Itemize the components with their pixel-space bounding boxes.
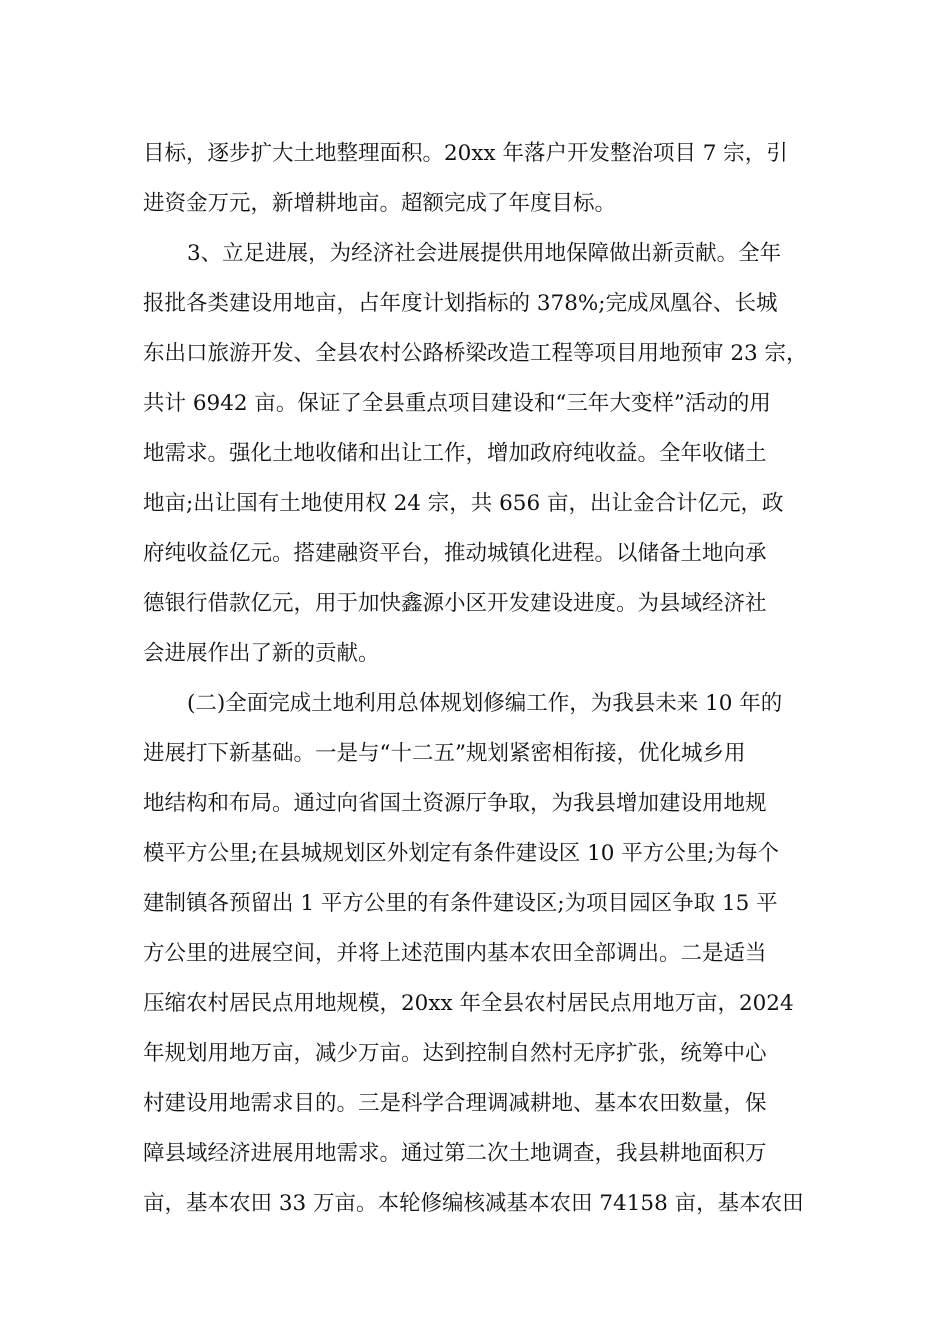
text-line: 压缩农村居民点用地规模，20xx 年全县农村居民点用地万亩，2024 xyxy=(143,991,794,1016)
text-line: 障县域经济进展用地需求。通过第二次土地调查，我县耕地面积万 xyxy=(143,1141,767,1166)
text-line: 东出口旅游开发、全县农村公路桥梁改造工程等项目用地预审 23 宗， xyxy=(143,341,808,366)
text-line: 建制镇各预留出 1 平方公里的有条件建设区;为项目园区争取 15 平 xyxy=(143,891,778,916)
text-line: 共计 6942 亩。保证了全县重点项目建设和“三年大变样”活动的用 xyxy=(143,391,771,416)
text-line: 进资金万元，新增耕地亩。超额完成了年度目标。 xyxy=(143,191,617,216)
text-line: 目标，逐步扩大土地整理面积。20xx 年落户开发整治项目 7 宗，引 xyxy=(143,141,788,166)
text-line: 府纯收益亿元。搭建融资平台，推动城镇化进程。以储备土地向承 xyxy=(143,541,767,566)
text-line: 地亩;出让国有土地使用权 24 宗，共 656 亩，出让金合计亿元，政 xyxy=(143,491,784,516)
text-line: 会进展作出了新的贡献。 xyxy=(143,641,380,666)
text-line: 方公里的进展空间，并将上述范围内基本农田全部调出。二是适当 xyxy=(143,941,767,966)
text-line: 地需求。强化土地收储和出让工作，增加政府纯收益。全年收储土 xyxy=(143,441,767,466)
text-line: 村建设用地需求目的。三是科学合理调减耕地、基本农田数量，保 xyxy=(143,1091,767,1116)
text-line: 进展打下新基础。一是与“十二五”规划紧密相衔接，优化城乡用 xyxy=(143,741,746,766)
text-line: 模平方公里;在县城规划区外划定有条件建设区 10 平方公里;为每个 xyxy=(143,841,780,866)
text-line: 地结构和布局。通过向省国土资源厅争取，为我县增加建设用地规 xyxy=(143,791,767,816)
text-line: 报批各类建设用地亩，占年度计划指标的 378%;完成凤凰谷、长城 xyxy=(143,291,778,316)
paragraph-start-line: 3、立足进展，为经济社会进展提供用地保障做出新贡献。全年 xyxy=(187,241,782,266)
text-line: 德银行借款亿元，用于加快鑫源小区开发建设进度。为县域经济社 xyxy=(143,591,767,616)
paragraph-start-line: (二)全面完成土地利用总体规划修编工作，为我县未来 10 年的 xyxy=(187,691,783,716)
text-line: 亩，基本农田 33 万亩。本轮修编核减基本农田 74158 亩，基本农田 xyxy=(143,1191,804,1216)
text-line: 年规划用地万亩，减少万亩。达到控制自然村无序扩张，统筹中心 xyxy=(143,1041,767,1066)
